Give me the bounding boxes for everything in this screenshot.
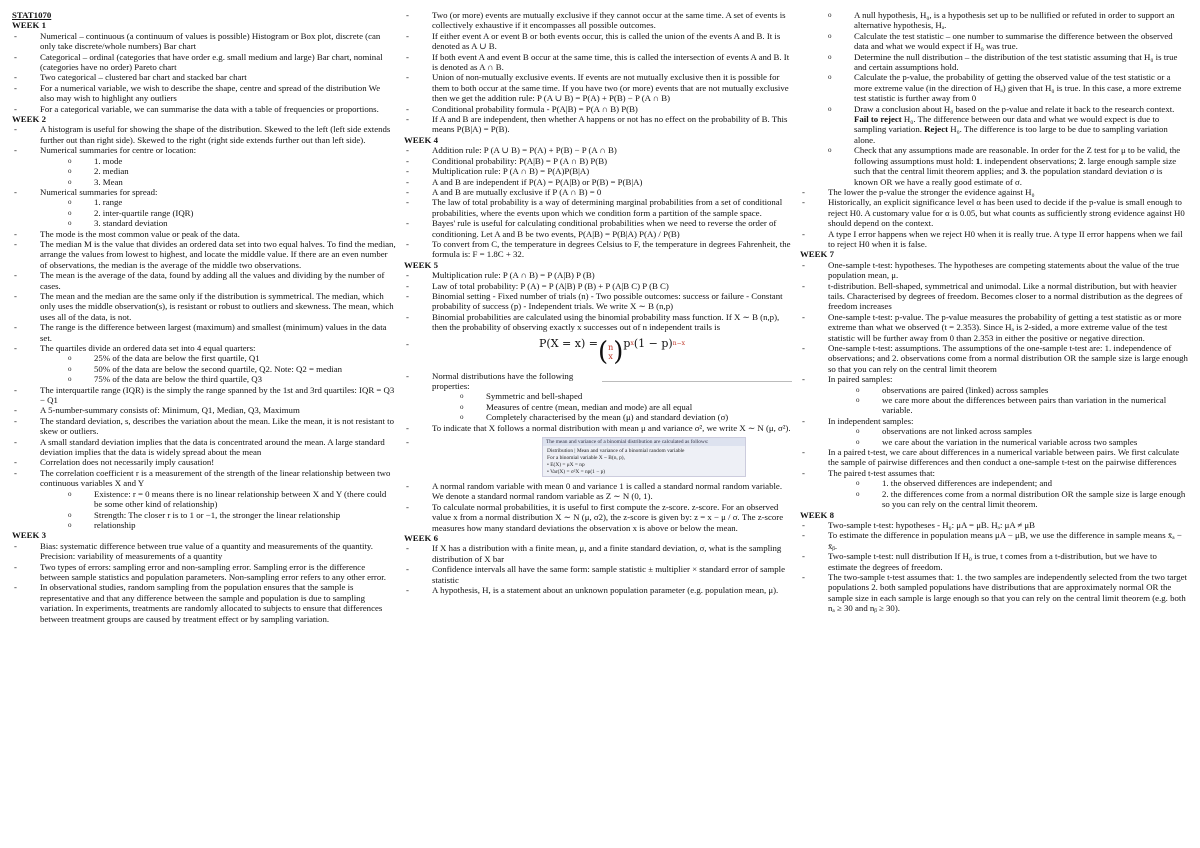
- sub-list-item: o we care more about the differences between pairs than variation in the numerical variable.: [854, 395, 1188, 416]
- week-6-heading: WEEK 6: [404, 533, 438, 544]
- reject-label: Reject: [924, 124, 949, 135]
- fail-to-reject-label: Fail to reject: [854, 114, 902, 125]
- sub-list-item: o Measures of centre (mean, median and mode) are all equal: [458, 402, 792, 412]
- list-item: - To indicate that X follows a normal distribution with mean μ and variance σ², we write X ∼ N (μ, σ²).: [404, 423, 792, 433]
- week-1-list: [12, 31, 396, 114]
- list-item: - A type I error happens when we reject H0 when it is really true. A type II error happens when we fail to reject H0 when it is false.: [800, 229, 1188, 250]
- sub-list: [40, 353, 396, 384]
- week-4-heading: WEEK 4: [404, 134, 438, 145]
- formula-p: p: [623, 336, 631, 350]
- list-item: - Multiplication rule: P (A ∩ B) = P(A)P(B|A): [404, 166, 792, 176]
- list-item: - A hypothesis, H, is a statement about an unknown population parameter (e.g. population mean, μ).: [404, 585, 792, 595]
- list-item: [12, 468, 396, 530]
- week-5-heading: WEEK 5: [404, 259, 438, 270]
- list-item: [12, 343, 396, 385]
- week-8-list: [800, 520, 1188, 614]
- sub-list-item: o A null hypothesis, H₀, is a hypothesis set up to be nullified or refuted in order to support an alternative hypothesis, Hₐ.: [826, 10, 1188, 31]
- assumption-number: 3: [1021, 166, 1026, 177]
- list-item: - The range is the difference between largest (maximum) and smallest (minimum) values in the data set.: [12, 322, 396, 343]
- list-item-text: In paired samples:: [828, 374, 893, 385]
- list-item: [800, 374, 1188, 416]
- list-item: [404, 437, 792, 477]
- sub-list-item: o Completely characterised by the mean (μ) and standard deviation (σ): [458, 412, 792, 422]
- column-3: [800, 10, 1188, 614]
- sub-list: [40, 197, 396, 228]
- list-item-text: Numerical summaries for spread:: [40, 186, 158, 197]
- list-item: - A small standard deviation implies that the data is concentrated around the mean. A large standard deviation implies that the data is widely spread about the mean: [12, 437, 396, 458]
- list-item: - If both event A and event B occur at the same time, this is called the intersection of events A and B. It is denoted as A ∩ B.: [404, 52, 792, 73]
- right-paren: ): [613, 336, 624, 367]
- list-item: [800, 416, 1188, 447]
- sub-list-item: o 75% of the data are below the third quartile, Q3: [66, 374, 396, 384]
- sub-list-item: o 2. median: [66, 166, 396, 176]
- sub-list-item: [826, 104, 1188, 146]
- week-3-list: [12, 541, 396, 624]
- list-item: [12, 145, 396, 187]
- formula-lhs: - P(X = x) =: [539, 336, 598, 350]
- list-item: - The mode is the most common value or peak of the data.: [12, 229, 396, 239]
- sub-list-item: o 2. inter-quartile range (IQR): [66, 208, 396, 218]
- sub-list-item: o 1. mode: [66, 156, 396, 166]
- list-item: - The mean and the median are the same only if the distribution is symmetrical. The median, which only uses the middle observation(s), is resistant or robust to outliers and skewness. The mean, which uses all of the data, is not.: [12, 291, 396, 322]
- assumption-number: 2: [1078, 155, 1084, 166]
- list-item: - Conditional probability: P(A|B) = P (A ∩ B) P(B): [404, 156, 792, 166]
- sub-list-item: o 50% of the data are below the second quartile, Q2. Note: Q2 = median: [66, 364, 396, 374]
- probability-list: [404, 10, 792, 135]
- exponent-x: x: [630, 339, 634, 347]
- sub-list-item: o 2. the differences come from a normal distribution OR the sample size is large enough so you can rely on the central limit theorem.: [854, 489, 1188, 510]
- sub-list-item: o Strength: The closer r is to 1 or −1, the stronger the linear relationship: [66, 510, 396, 520]
- list-item-text: In independent samples:: [828, 415, 914, 426]
- conclusion-text: H₀. The difference between our data and what we would expect is due to sampling variation.: [854, 114, 1160, 135]
- sub-list-item: [826, 145, 1188, 187]
- list-item: - Addition rule: P (A ∪ B) = P(A) + P(B) − P (A ∩ B): [404, 145, 792, 155]
- list-item: - A normal random variable with mean 0 and variance 1 is called a standard normal random variable. We denote a standard normal random variable as Z ∼ N (0, 1).: [404, 481, 792, 502]
- image-header: - The mean and variance of a binomial distribution are calculated as follows:: [543, 438, 745, 446]
- sub-list-item: o relationship: [66, 520, 396, 530]
- list-item: [404, 371, 792, 423]
- image-line: Distribution | Mean and variance of a binomial random variable: [547, 448, 685, 455]
- list-item: - Multiplication rule: P (A ∩ B) = P (A|B) P (B): [404, 270, 792, 280]
- week-7-heading: WEEK 7: [800, 249, 834, 260]
- sub-list-item: o Determine the null distribution – the distribution of the test statistic assuming that H₀ is true and certain assumptions hold.: [826, 52, 1188, 73]
- list-item-text: Numerical summaries for centre or location:: [40, 145, 197, 156]
- week-8-heading: WEEK 8: [800, 509, 834, 520]
- column-2: [404, 10, 792, 596]
- coefficient-bottom: x: [608, 351, 613, 361]
- list-item: - Historically, an explicit significance level α has been used to decide if the p-value is small enough to reject H0. A customary value for α is 0.05, but what counts as sufficiently strong evidence against H0 should depend on the context.: [800, 197, 1188, 228]
- sub-list: [40, 489, 396, 531]
- sub-list-item: o observations are not linked across samples: [854, 426, 1188, 436]
- normal-intro-text: - Normal distributions have the following properties:: [432, 370, 574, 391]
- list-item: - One-sample t-test: hypotheses. The hypotheses are competing statements about the value of the true population mean, μ.: [800, 260, 1188, 281]
- image-body: [543, 446, 745, 478]
- list-item: - To convert from C, the temperature in degrees Celsius to F, the temperature in degrees Fahrenheit, the formula is: F = 1.8C + 32.: [404, 239, 792, 260]
- list-item: [800, 468, 1188, 510]
- conclusion-text: Draw a conclusion about H₀ based on the p-value and relate it back to the research context.: [854, 103, 1175, 114]
- list-item: - The two-sample t-test assumes that: 1. the two samples are independently selected from the two target populations 2. both sampled populations have distributions that are approximately normal OR the sample size in each sample is large enough so that you can rely on the central limit theorem (e.g. both nₐ ≥ 30 and nᵦ ≥ 30).: [800, 572, 1188, 614]
- list-item: - The median M is the value that divides an ordered data set into two equal halves. To find the median, arrange the values from lowest to highest, and locate the middle value. If there are an even number of observations, the median is the average of the middle two observations.: [12, 239, 396, 270]
- list-item: - The mean is the average of the data, found by adding all the values and dividing by the number of cases.: [12, 270, 396, 291]
- assumption-text: . independent observations;: [980, 155, 1079, 166]
- list-item: - To estimate the difference in population means μA − μB, we use the difference in sample means x̄ₐ − x̄ᵦ.: [800, 530, 1188, 551]
- exponent-n-minus-x: n−x: [672, 339, 685, 347]
- sub-list-item: o we care about the variation in the numerical variable across two samples: [854, 437, 1188, 447]
- list-item: - A histogram is useful for showing the shape of the distribution. Skewed to the left (left side extends further out than right side). Skewed to the right (right side extends further out than left side).: [12, 124, 396, 145]
- list-item: - Union of non-mutually exclusive events. If events are not mutually exclusive then it is possible for them to both occur at the same time. If you have two (or more) events that are not mutually exclusive then we get the addition rule: P (A ∪ B) = P(A) + P(B) − P (A ∩ B): [404, 72, 792, 103]
- image-line: • Var(X) = σ²X = np(1 − p): [547, 469, 606, 476]
- list-item: - For a categorical variable, we can summarise the data with a table of frequencies or proportions.: [12, 104, 396, 114]
- list-item: - Correlation does not necessarily imply causation!: [12, 457, 396, 467]
- list-item: - The interquartile range (IQR) is the simply the range spanned by the 1st and 3rd quartiles: IQR = Q3 − Q1: [12, 385, 396, 406]
- list-item: - Two-sample t-test: null distribution If H₀ is true, t comes from a t-distribution, but we have to estimate the degrees of freedom.: [800, 551, 1188, 572]
- list-item: - Bias: systematic difference between true value of a quantity and measurements of the quantity. Precision: variability of measurements of a quantity: [12, 541, 396, 562]
- sub-list-item: o Calculate the p-value, the probability of getting the observed value of the test statistic or a more extreme value (in the direction of Hₐ) given that H₀ is true. In this case, a more extreme test statistic is further away from 0: [826, 72, 1188, 103]
- list-item: - If A and B are independent, then whether A happens or not has no effect on the probability of B. This means P(B|A) = P(B).: [404, 114, 792, 135]
- list-item: - Law of total probability: P (A) = P (A|B) P (B) + P (A|B C) P (B C): [404, 281, 792, 291]
- list-item: - Binomial probabilities are calculated using the binomial probability mass function. If X ∼ B (n,p), then the probability of observing exactly x successes out of n independent trails is: [404, 312, 792, 333]
- list-item: - A and B are independent if P(A) = P(A|B) or P(B) = P(B|A): [404, 177, 792, 187]
- list-item: - A and B are mutually exclusive if P (A ∩ B) = 0: [404, 187, 792, 197]
- sub-list-item: o 25% of the data are below the first quartile, Q1: [66, 353, 396, 363]
- list-item: - In observational studies, random sampling from the population ensures that the sample is representative and that any difference between the sample and population is due to sampling variation. In experiments, treatments are randomly allocated to subjects to ensure that differences between treatment groups are caused by treatment effect or by sampling variation.: [12, 582, 396, 624]
- list-item: - Two categorical – clustered bar chart and stacked bar chart: [12, 72, 396, 82]
- list-item: - Two (or more) events are mutually exclusive if they cannot occur at the same time. A set of events is collectively exhaustive if it encompasses all possible outcomes.: [404, 10, 792, 31]
- image-line: For a binomial variable X ~ B(n, p),: [547, 455, 625, 462]
- list-item: - One-sample t-test: p-value. The p-value measures the probability of getting a test statistic as or more extreme than what we observed (t = 2.353). Since Hₐ is 2-sided, a more extreme value of the test statistic will be further away from 0 than 2.353 in either the positive or negative direction.: [800, 312, 1188, 343]
- binomial-pmf-formula: [432, 336, 792, 367]
- coefficient-top: n: [608, 342, 614, 352]
- list-item-text: The correlation coefficient r is a measurement of the strength of the linear relationship between two continuous variables X and Y: [40, 467, 391, 489]
- list-item: - Numerical – continuous (a continuum of values is possible) Histogram or Box plot, discrete (can only take discrete/whole numbers) Bar chart: [12, 31, 396, 52]
- list-item: - Two-sample t-test: hypotheses - H₀: μA = μB. Hₐ: μA ≠ μB: [800, 520, 1188, 530]
- hypothesis-steps-list: [800, 10, 1188, 187]
- sub-list-item: o Existence: r = 0 means there is no linear relationship between X and Y (there could be some other kind of relationship): [66, 489, 396, 510]
- list-item: - The law of total probability is a way of determining marginal probabilities from a set of conditional probabilities, where the events upon which we condition form a partition of the sample space.: [404, 197, 792, 218]
- sub-list-item: o Calculate the test statistic – one number to summarise the difference between the observed data and what we would expect if H₀ was true.: [826, 31, 1188, 52]
- conclusion-text: H₀. The difference is too large to be due to sampling variation alone.: [854, 124, 1168, 145]
- assumption-text: . the population standard deviation σ is known OR we have a really good estimate of σ.: [854, 166, 1163, 187]
- list-item: - To calculate normal probabilities, it is useful to first compute the z-score. z-score. For an observed value x from a normal distribution X ∼ N (μ, σ2), the z-score is given by: z = x − μ / σ. The z-score measures how many standard deviations the observation x is above or below the mean.: [404, 502, 792, 533]
- list-item: - For a numerical variable, we wish to describe the shape, centre and spread of the distribution We also may wish to highlight any outliers: [12, 83, 396, 104]
- week-4-list: [404, 145, 792, 259]
- list-item: - t-distribution. Bell-shaped, symmetrical and unimodal. Like a normal distribution, but with heavier tails. Characterised by degrees of freedom. Becomes closer to a normal distribution as the degrees of freedom increases: [800, 281, 1188, 312]
- list-item: - Conditional probability formula - P(A|B) = P(A ∩ B) P(B): [404, 104, 792, 114]
- sub-list: [828, 385, 1188, 416]
- sub-list-item: o 1. the observed differences are independent; and: [854, 478, 1188, 488]
- sub-list: [40, 156, 396, 187]
- sub-list-item: o 3. standard deviation: [66, 218, 396, 228]
- assumption-text: . large enough sample size such that the central limit theorem applies; and: [854, 155, 1177, 177]
- sub-list: [432, 391, 792, 422]
- week-6-list: [404, 543, 792, 595]
- list-item: - The standard deviation, s, describes the variation about the mean. Like the mean, it is not resistant to skew or outliers.: [12, 416, 396, 437]
- formula-one-minus-p: (1 − p): [633, 336, 673, 350]
- assumption-number: 1: [975, 155, 981, 166]
- assumption-text: Check that any assumptions made are reasonable. In order for the Z test for μ to be valid, the following assumptions must hold:: [854, 145, 1181, 166]
- sub-list-item: o observations are paired (linked) across samples: [854, 385, 1188, 395]
- list-item: - Two types of errors: sampling error and non-sampling error. Sampling error is the difference between sample statistics and population parameters. Non-sampling error refers to any other error.: [12, 562, 396, 583]
- list-item: [404, 336, 792, 367]
- week-7-list: [800, 260, 1188, 510]
- list-item: - In a paired t-test, we care about differences in a numerical variable between pairs. We first calculate the sample of pairwise differences and then conduct a one-sample t-test on the pairwise differences: [800, 447, 1188, 468]
- left-paren: (: [597, 336, 609, 367]
- sub-list-item: o Symmetric and bell-shaped: [458, 391, 792, 401]
- week-5-list: [404, 270, 792, 533]
- binomial-coefficient: [597, 336, 624, 367]
- sub-list-item: o 1. range: [66, 197, 396, 207]
- list-item: - Binomial setting - Fixed number of trials (n) - Two possible outcomes: success or failure - Constant probability of success (p) - Independent trials. We write X ∼ B (n,p): [404, 291, 792, 312]
- list-item: - The lower the p-value the stronger the evidence against H₀: [800, 187, 1188, 197]
- list-item-text: The paired t-test assumes that:: [828, 467, 935, 478]
- list-item: - One-sample t-test: assumptions. The assumptions of the one-sample t-test are: 1. independence of observations; and 2. observations come from a normal distribution OR the sample size is large enough so that you can rely on the central limit theorem: [800, 343, 1188, 374]
- week-2-heading: WEEK 2: [12, 114, 46, 125]
- list-item: - Categorical – ordinal (categories that have order e.g. small medium and large) Bar chart, nominal (categories have no order) Pareto chart: [12, 52, 396, 73]
- week-3-heading: WEEK 3: [12, 530, 46, 541]
- image-line: • E(X) = μX = np: [547, 462, 585, 469]
- sub-list-item: o 3. Mean: [66, 177, 396, 187]
- list-item: [12, 187, 396, 229]
- list-item: - If either event A or event B or both events occur, this is called the union of the events A and B. It is denoted as A ∪ B.: [404, 31, 792, 52]
- document-title: STAT1070: [12, 10, 52, 20]
- binomial-mean-variance-image: [542, 437, 746, 477]
- p-value-list: [800, 187, 1188, 249]
- list-item: - Confidence intervals all have the same form: sample statistic ± multiplier × standard error of sample statistic: [404, 564, 792, 585]
- list-item: - If X has a distribution with a finite mean, μ, and a finite standard deviation, σ, what is the sampling distribution of X bar: [404, 543, 792, 564]
- week-1-heading: WEEK 1: [12, 20, 46, 31]
- sub-list: [828, 478, 1188, 509]
- list-item: - A 5-number-summary consists of: Minimum, Q1, Median, Q3, Maximum: [12, 405, 396, 415]
- list-item: - Bayes' rule is useful for calculating conditional probabilities when we need to reverse the order of conditioning. Let A and B be two events, P(A|B) = P(B|A) P(A) / P(B): [404, 218, 792, 239]
- week-2-list: [12, 124, 396, 530]
- column-1: [12, 10, 396, 624]
- list-item-text: The quartiles divide an ordered data set into 4 equal quarters:: [40, 343, 256, 353]
- divider: [602, 381, 792, 382]
- normal-intro-row: [432, 371, 792, 392]
- sub-list: [828, 426, 1188, 447]
